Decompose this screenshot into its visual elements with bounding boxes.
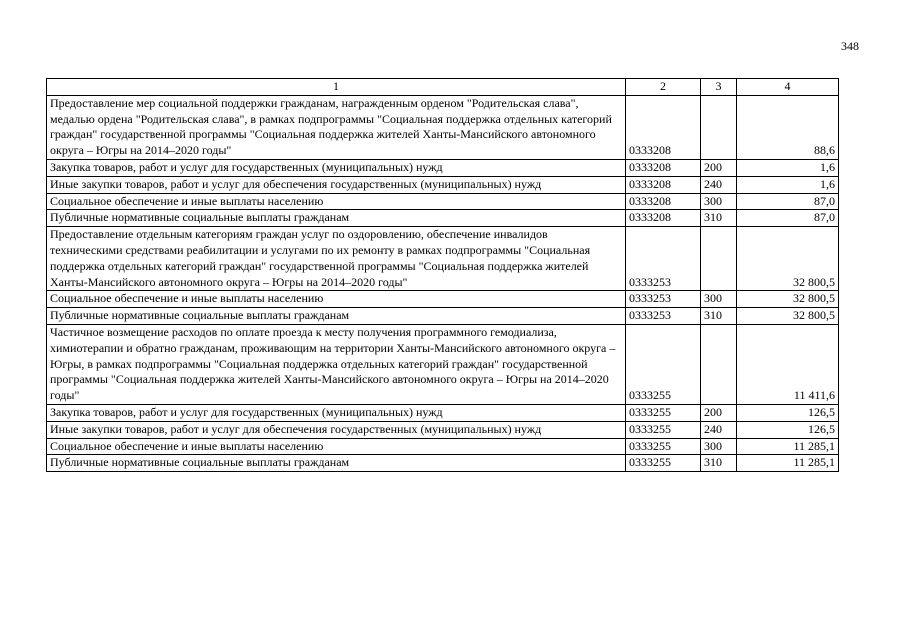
header-col-3: 3 [701,79,737,96]
row-target-code: 0333208 [626,210,701,227]
row-amount: 11 411,6 [737,324,839,404]
row-target-code: 0333253 [626,291,701,308]
row-description: Иные закупки товаров, работ и услуг для обеспечения государственных (муниципальных) нужд [47,421,626,438]
row-expense-type: 240 [701,176,737,193]
table-row [47,324,839,404]
row-target-code: 0333255 [626,455,701,472]
row-amount: 11 285,1 [737,455,839,472]
table-row [47,193,839,210]
table-row [47,308,839,325]
table-row [47,227,839,291]
row-amount: 126,5 [737,404,839,421]
row-description: Публичные нормативные социальные выплаты гражданам [47,455,626,472]
table-row [47,176,839,193]
row-description: Закупка товаров, работ и услуг для государственных (муниципальных) нужд [47,159,626,176]
row-expense-type [701,227,737,291]
row-expense-type: 300 [701,193,737,210]
table-row [47,95,839,159]
table-row [47,404,839,421]
row-amount: 87,0 [737,193,839,210]
header-col-1: 1 [47,79,626,96]
row-target-code: 0333208 [626,193,701,210]
row-description: Предоставление мер социальной поддержки гражданам, награжденным орденом "Родительская слава", медалью ордена "Родительская слава", в рамках подпрограммы "Социальная поддержка отдельных категорий граждан" государственной программы "Социальная поддержка жителей Ханты-Мансийского автономного округа – Югры на 2014–2020 годы" [47,95,626,159]
table-row [47,210,839,227]
row-amount: 32 800,5 [737,227,839,291]
row-description: Публичные нормативные социальные выплаты гражданам [47,308,626,325]
table-row [47,455,839,472]
row-expense-type: 240 [701,421,737,438]
row-target-code: 0333255 [626,421,701,438]
row-target-code: 0333255 [626,438,701,455]
row-amount: 1,6 [737,176,839,193]
row-description: Закупка товаров, работ и услуг для государственных (муниципальных) нужд [47,404,626,421]
page-number: 348 [841,39,859,53]
header-col-2: 2 [626,79,701,96]
budget-table [46,78,839,472]
row-expense-type: 200 [701,159,737,176]
row-target-code: 0333255 [626,404,701,421]
table-row [47,421,839,438]
row-amount: 1,6 [737,159,839,176]
row-description: Предоставление отдельным категориям граждан услуг по оздоровлению, обеспечение инвалидов техническими средствами реабилитации и услугами по их ремонту в рамках подпрограммы "Социальная поддержка отдельных категорий граждан" государственной программы "Социальная поддержка жителей Ханты-Мансийского автономного округа – Югры на 2014–2020 годы" [47,227,626,291]
row-expense-type: 300 [701,438,737,455]
row-amount: 88,6 [737,95,839,159]
row-expense-type [701,324,737,404]
row-description: Социальное обеспечение и иные выплаты населению [47,193,626,210]
table-row [47,159,839,176]
row-target-code: 0333253 [626,227,701,291]
table-row [47,291,839,308]
row-description: Иные закупки товаров, работ и услуг для обеспечения государственных (муниципальных) нужд [47,176,626,193]
table-row [47,438,839,455]
row-expense-type: 310 [701,308,737,325]
row-target-code: 0333208 [626,159,701,176]
table-header-row [47,79,839,96]
row-target-code: 0333208 [626,176,701,193]
row-expense-type: 300 [701,291,737,308]
row-description: Социальное обеспечение и иные выплаты населению [47,438,626,455]
row-amount: 126,5 [737,421,839,438]
row-target-code: 0333253 [626,308,701,325]
row-description: Публичные нормативные социальные выплаты гражданам [47,210,626,227]
row-target-code: 0333255 [626,324,701,404]
row-target-code: 0333208 [626,95,701,159]
row-description: Социальное обеспечение и иные выплаты населению [47,291,626,308]
row-expense-type: 310 [701,455,737,472]
row-amount: 11 285,1 [737,438,839,455]
row-expense-type: 310 [701,210,737,227]
row-expense-type: 200 [701,404,737,421]
row-amount: 87,0 [737,210,839,227]
header-col-4: 4 [737,79,839,96]
row-description: Частичное возмещение расходов по оплате проезда к месту получения программного гемодиализа, химиотерапии и обратно гражданам, проживающим на территории Ханты-Мансийского автономного округа – Югры, в рамках подпрограммы "Социальная поддержка отдельных категорий граждан" государственной программы "Социальная поддержка жителей Ханты-Мансийского автономного округа – Югры на 2014–2020 годы" [47,324,626,404]
row-expense-type [701,95,737,159]
row-amount: 32 800,5 [737,308,839,325]
row-amount: 32 800,5 [737,291,839,308]
